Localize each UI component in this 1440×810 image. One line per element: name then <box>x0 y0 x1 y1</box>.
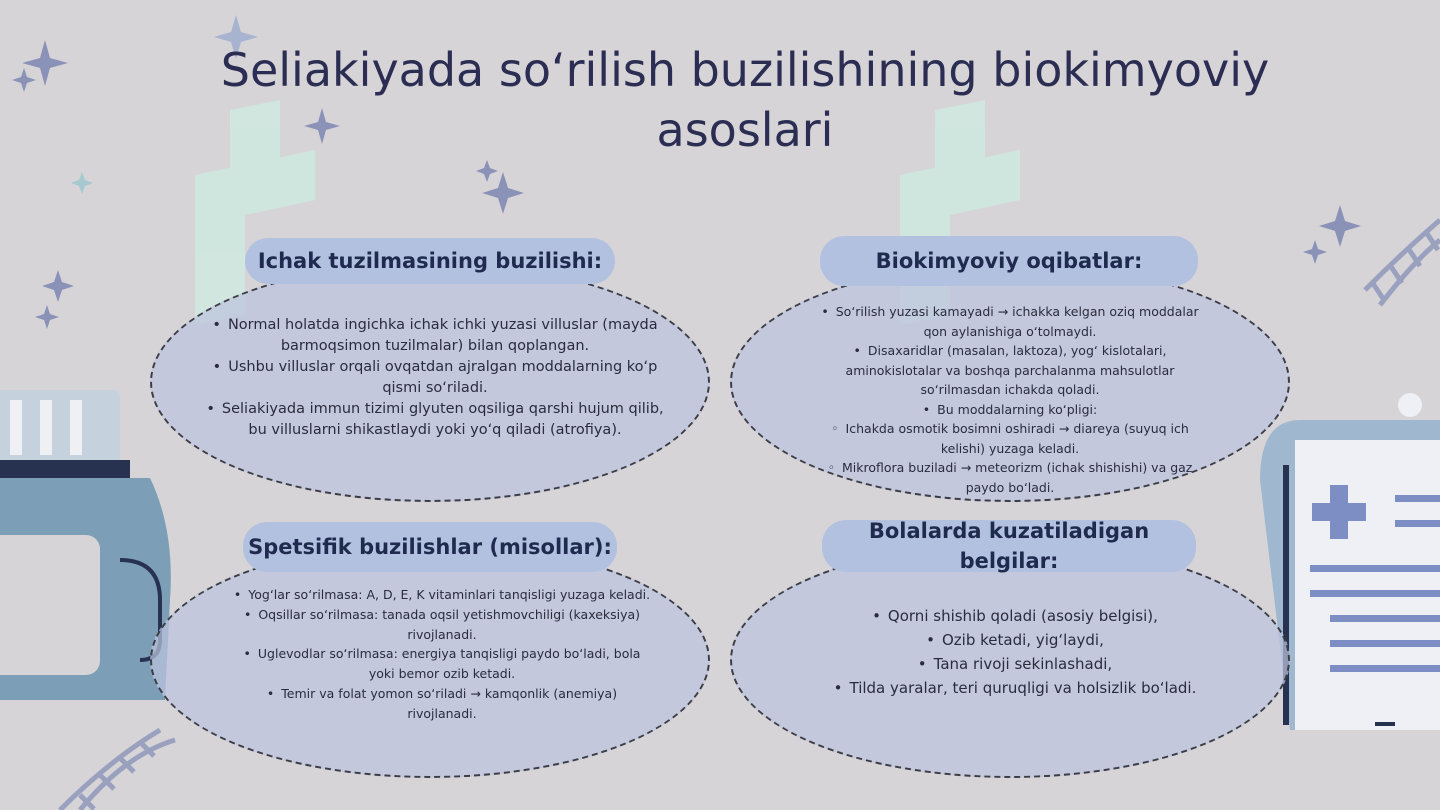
heading-text: Spetsifik buzilishlar (misollar): <box>248 535 612 559</box>
list-subitem: ◦ Mikroflora buziladi → meteorizm (ichak shishishi) va gaz paydo bo‘ladi. <box>810 458 1210 497</box>
card-heading-children-symptoms <box>822 520 1196 572</box>
list-item: • Ozib ketadi, yig‘laydi, <box>790 628 1240 652</box>
list-item: • Bu moddalarning ko‘pligi: <box>810 400 1210 420</box>
medicine-jar-illustration <box>0 390 171 700</box>
dna-icon-left <box>60 730 175 810</box>
heading-text: Ichak tuzilmasining buzilishi: <box>257 249 603 273</box>
dna-icon-right <box>1365 220 1440 305</box>
list-subitem: ◦ Ichakda osmotik bosimni oshiradi → diareya (suyuq ich kelishi) yuzaga keladi. <box>810 419 1210 458</box>
list-item: • Temir va folat yomon so‘riladi → kamqonlik (anemiya) rivojlanadi. <box>232 684 652 724</box>
list-item: • So‘rilish yuzasi kamayadi → ichakka kelgan oziq moddalar qon aylanishiga o‘tolmaydi. <box>810 302 1210 341</box>
list-specific-disorders <box>232 585 652 724</box>
card-heading-biochemical-consequences <box>820 236 1198 286</box>
list-item: • Normal holatda ingichka ichak ichki yuzasi villuslar (mayda barmoqsimon tuzilmalar) bilan qoplangan. <box>205 315 665 357</box>
card-heading-specific-disorders <box>243 522 617 572</box>
list-item: • Qorni shishib qoladi (asosiy belgisi), <box>790 604 1240 628</box>
list-item: • Disaxaridlar (masalan, laktoza), yog‘ kislotalari, aminokislotalar va boshqa parchalanma mahsulotlar so‘rilmasdan ichakda qoladi. <box>810 341 1210 400</box>
list-children-symptoms <box>790 604 1240 700</box>
medical-clipboard-illustration <box>1260 393 1440 730</box>
list-item: • Yog‘lar so‘rilmasa: A, D, E, K vitaminlari tanqisligi yuzaga keladi. <box>232 585 652 605</box>
list-item: • Ushbu villuslar orqali ovqatdan ajralgan moddalarning ko‘p qismi so‘riladi. <box>205 357 665 399</box>
card-heading-intestinal-structure <box>245 238 615 284</box>
heading-text: Bolalarda kuzatiladigan belgilar: <box>868 519 1150 573</box>
list-item: • Oqsillar so‘rilmasa: tanada oqsil yetishmovchiligi (kaxeksiya) rivojlanadi. <box>232 605 652 645</box>
list-item: • Seliakiyada immun tizimi glyuten oqsiliga qarshi hujum qilib, bu villuslarni shikastlaydi yoki yo‘q qiladi (atrofiya). <box>205 399 665 441</box>
heading-text: Biokimyoviy oqibatlar: <box>875 249 1143 273</box>
list-intestinal-structure <box>205 315 665 441</box>
list-item: • Uglevodlar so‘rilmasa: energiya tanqisligi paydo bo‘ladi, bola yoki bemor ozib ketadi. <box>232 644 652 684</box>
list-item: • Tana rivoji sekinlashadi, <box>790 652 1240 676</box>
list-biochemical-consequences <box>810 302 1210 497</box>
list-item: • Tilda yaralar, teri quruqligi va holsizlik bo‘ladi. <box>790 676 1240 700</box>
slide-title: Seliakiyada so‘rilish buzilishining biokimyoviy asoslari <box>220 43 1270 157</box>
